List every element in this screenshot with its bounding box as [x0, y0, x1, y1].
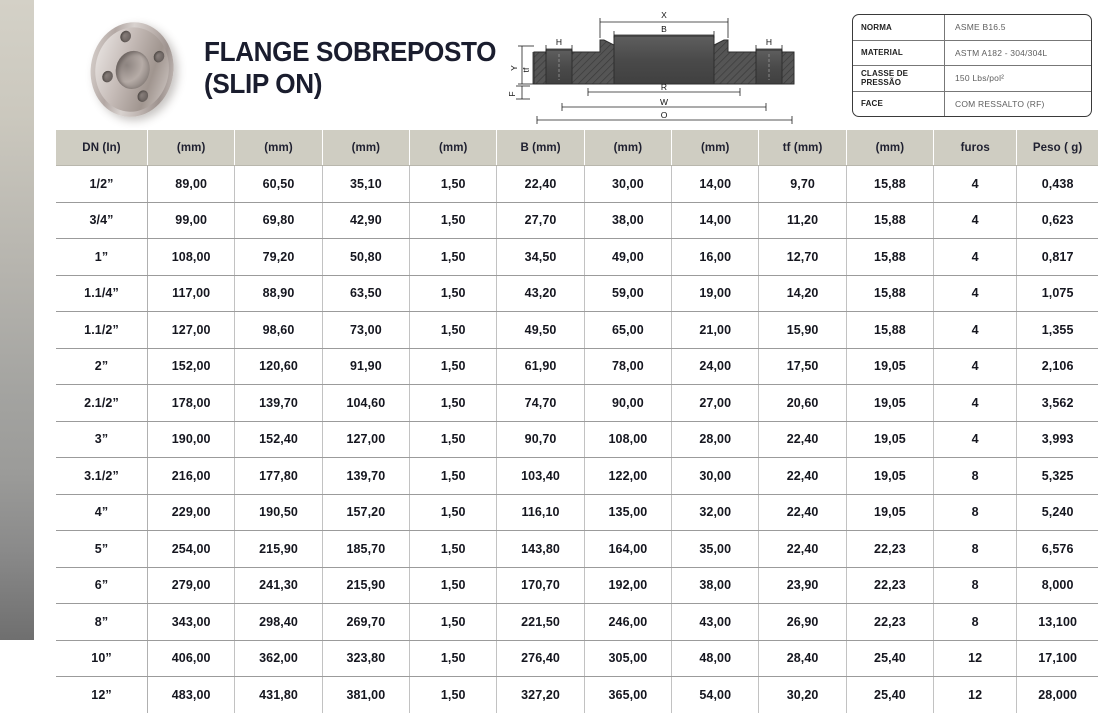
table-cell: 13,100	[1017, 604, 1098, 641]
table-cell: 152,00	[148, 348, 235, 385]
column-header-3: (mm)	[322, 130, 409, 166]
table-cell: 1,50	[410, 385, 497, 422]
table-cell: 1,50	[410, 567, 497, 604]
cell-dn: 6”	[56, 567, 148, 604]
table-cell: 59,00	[584, 275, 671, 312]
table-cell: 42,90	[322, 202, 409, 239]
dim-label-b: B	[661, 24, 667, 34]
table-cell: 178,00	[148, 385, 235, 422]
table-cell: 34,50	[497, 239, 584, 276]
column-header-0: DN (In)	[56, 130, 148, 166]
table-cell: 139,70	[235, 385, 322, 422]
table-cell: 1,50	[410, 421, 497, 458]
cell-dn: 2”	[56, 348, 148, 385]
table-cell: 25,40	[846, 640, 933, 677]
table-cell: 19,05	[846, 421, 933, 458]
table-cell: 12	[934, 640, 1017, 677]
table-cell: 79,20	[235, 239, 322, 276]
table-cell: 8	[934, 531, 1017, 568]
table-cell: 15,88	[846, 239, 933, 276]
table-cell: 215,90	[322, 567, 409, 604]
technical-drawing	[504, 2, 824, 126]
table-cell: 1,50	[410, 312, 497, 349]
table-cell: 241,30	[235, 567, 322, 604]
table-cell: 8	[934, 494, 1017, 531]
cell-dn: 3/4”	[56, 202, 148, 239]
spec-key: CLASSE DE PRESSÃO	[853, 66, 945, 91]
table-cell: 108,00	[148, 239, 235, 276]
table-cell: 22,40	[759, 531, 846, 568]
dim-label-f: F	[507, 91, 517, 97]
spec-row-material	[853, 41, 1091, 67]
table-cell: 28,000	[1038, 687, 1078, 702]
table-cell: 28,00	[672, 421, 759, 458]
table-cell: 30,00	[584, 166, 671, 203]
table-cell: 431,80	[235, 677, 322, 713]
table-cell: 73,00	[322, 312, 409, 349]
table-cell: 8,000	[1017, 567, 1098, 604]
dim-label-r: R	[660, 82, 668, 92]
table-cell: 4	[934, 385, 1017, 422]
column-header-7: (mm)	[672, 130, 759, 166]
table-cell: 14,00	[672, 202, 759, 239]
table-cell: 279,00	[148, 567, 235, 604]
table-cell: 192,00	[584, 567, 671, 604]
cell-dn: 1”	[56, 239, 148, 276]
cell-dn: 5”	[56, 531, 148, 568]
table-cell: 323,80	[322, 640, 409, 677]
spec-row-norma	[853, 15, 1091, 41]
table-cell: 122,00	[584, 458, 671, 495]
table-cell: 164,00	[584, 531, 671, 568]
cell-dn: 8”	[56, 604, 148, 641]
table-cell: 215,90	[235, 531, 322, 568]
table-cell: 120,60	[235, 348, 322, 385]
table-row	[56, 494, 1098, 531]
table-cell: 98,60	[235, 312, 322, 349]
table-cell: 22,40	[759, 421, 846, 458]
table-cell: 254,00	[148, 531, 235, 568]
table-cell: 3,993	[1017, 421, 1098, 458]
table-cell: 5,325	[1017, 458, 1098, 495]
spec-value: 150 Lbs/pol²	[955, 73, 1005, 84]
table-cell: 28,40	[759, 640, 846, 677]
flange-image-stage	[62, 0, 206, 140]
table-cell: 0,817	[1017, 239, 1098, 276]
table-cell: 24,00	[672, 348, 759, 385]
table-cell: 190,50	[235, 494, 322, 531]
table-cell: 1,50	[410, 604, 497, 641]
table-row	[56, 567, 1098, 604]
spec-value: COM RESSALTO (RF)	[955, 98, 1045, 109]
spec-value: ASTM A182 - 304/304L	[955, 47, 1048, 58]
table-cell: 8	[934, 604, 1017, 641]
table-cell: 17,100	[1017, 640, 1098, 677]
dim-label-w: W	[659, 97, 669, 107]
table-cell: 216,00	[148, 458, 235, 495]
table-row	[56, 640, 1098, 677]
table-cell: 343,00	[148, 604, 235, 641]
table-cell: 35,00	[672, 531, 759, 568]
table-cell: 170,70	[497, 567, 584, 604]
table-cell: 50,80	[322, 239, 409, 276]
table-cell: 43,20	[497, 275, 584, 312]
table-cell: 69,80	[235, 202, 322, 239]
table-cell: 1,50	[410, 677, 497, 713]
table-cell: 22,23	[846, 604, 933, 641]
table-cell: 1,50	[410, 348, 497, 385]
column-header-2: (mm)	[235, 130, 322, 166]
table-cell: 30,20	[759, 677, 846, 713]
table-cell: 406,00	[148, 640, 235, 677]
table-cell: 19,05	[846, 385, 933, 422]
table-cell: 127,00	[148, 312, 235, 349]
dim-label-o: O	[660, 110, 668, 120]
table-cell: 1,50	[410, 458, 497, 495]
table-cell: 22,40	[759, 494, 846, 531]
column-header-5: B (mm)	[497, 130, 584, 166]
table-cell: 90,00	[584, 385, 671, 422]
table-cell: 276,40	[497, 640, 584, 677]
table-cell: 26,90	[759, 604, 846, 641]
table-row	[56, 421, 1098, 458]
table-cell: 103,40	[497, 458, 584, 495]
table-cell: 6,576	[1017, 531, 1098, 568]
table-cell: 108,00	[584, 421, 671, 458]
table-cell: 104,60	[322, 385, 409, 422]
table-cell: 14,20	[759, 275, 846, 312]
table-cell: 1,50	[410, 239, 497, 276]
column-header-1: (mm)	[148, 130, 235, 166]
table-cell: 229,00	[148, 494, 235, 531]
table-cell: 63,50	[322, 275, 409, 312]
table-cell: 19,05	[846, 458, 933, 495]
cell-dn: 10”	[56, 640, 148, 677]
table-cell: 32,00	[672, 494, 759, 531]
table-cell: 15,88	[846, 202, 933, 239]
cell-dn: 3”	[56, 421, 148, 458]
table-row	[56, 239, 1098, 276]
table-cell: 4	[934, 202, 1017, 239]
dim-label-tf: tf	[521, 67, 531, 73]
dim-label-h-left: H	[555, 37, 563, 47]
table-row	[56, 385, 1098, 422]
table-cell: 305,00	[584, 640, 671, 677]
table-cell: 269,70	[322, 604, 409, 641]
table-cell: 74,70	[497, 385, 584, 422]
table-row	[56, 677, 1098, 713]
table-cell: 49,50	[497, 312, 584, 349]
table-cell: 20,60	[759, 385, 846, 422]
dimensions-table-wrapper	[56, 130, 1098, 713]
table-cell: 22,23	[846, 567, 933, 604]
table-cell: 190,00	[148, 421, 235, 458]
specification-table	[852, 14, 1092, 117]
table-cell: 152,40	[235, 421, 322, 458]
table-cell: 135,00	[584, 494, 671, 531]
table-cell: 0,623	[1017, 202, 1098, 239]
table-cell: 9,70	[759, 166, 846, 203]
table-cell: 5,240	[1017, 494, 1098, 531]
table-cell: 89,00	[148, 166, 235, 203]
cell-dn: 1.1/2”	[56, 312, 148, 349]
table-cell: 22,23	[846, 531, 933, 568]
spec-row-classe-de-pressao	[853, 66, 1091, 92]
table-cell: 19,05	[846, 494, 933, 531]
dim-label-y: Y	[509, 65, 519, 71]
table-cell: 49,00	[584, 239, 671, 276]
cell-dn: 12”	[56, 677, 148, 713]
table-cell: 27,70	[497, 202, 584, 239]
table-cell: 27,00	[672, 385, 759, 422]
table-cell: 19,00	[672, 275, 759, 312]
table-row	[56, 531, 1098, 568]
table-cell: 11,20	[759, 202, 846, 239]
table-cell: 246,00	[584, 604, 671, 641]
table-cell: 21,00	[672, 312, 759, 349]
dim-label-x: X	[661, 10, 667, 20]
table-cell: 17,50	[759, 348, 846, 385]
table-cell: 35,10	[322, 166, 409, 203]
cell-dn: 1/2”	[56, 166, 148, 203]
table-cell: 15,88	[846, 275, 933, 312]
table-cell: 14,00	[672, 166, 759, 203]
spec-key: MATERIAL	[853, 41, 945, 66]
table-cell: 4	[934, 166, 1017, 203]
drawing-geometry	[534, 36, 794, 84]
flange-product-image	[76, 13, 192, 125]
table-cell: 99,00	[148, 202, 235, 239]
table-cell: 1,50	[410, 275, 497, 312]
table-cell: 38,00	[584, 202, 671, 239]
table-cell: 48,00	[672, 640, 759, 677]
table-cell: 0,438	[1017, 166, 1098, 203]
cell-dn: 3.1/2”	[56, 458, 148, 495]
table-row	[56, 275, 1098, 312]
table-cell: 483,00	[148, 677, 235, 713]
table-cell: 139,70	[322, 458, 409, 495]
table-cell: 30,00	[672, 458, 759, 495]
table-cell: 1,50	[410, 202, 497, 239]
table-cell: 1,50	[410, 531, 497, 568]
table-cell: 38,00	[672, 567, 759, 604]
table-cell: 4	[934, 348, 1017, 385]
column-header-4: (mm)	[410, 130, 497, 166]
page-title	[204, 36, 504, 100]
table-cell: 362,00	[235, 640, 322, 677]
table-row	[56, 312, 1098, 349]
table-header-row	[56, 130, 1098, 166]
cell-dn: 4”	[56, 494, 148, 531]
table-cell: 22,40	[759, 458, 846, 495]
table-cell: 90,70	[497, 421, 584, 458]
table-row	[56, 166, 1098, 203]
table-row	[56, 202, 1098, 239]
table-cell: 60,50	[235, 166, 322, 203]
table-cell: 127,00	[322, 421, 409, 458]
table-cell: 22,40	[497, 166, 584, 203]
column-header-8: tf (mm)	[759, 130, 846, 166]
table-cell: 8	[934, 458, 1017, 495]
table-row	[56, 348, 1098, 385]
table-cell: 221,50	[497, 604, 584, 641]
table-cell: 12	[934, 677, 1017, 713]
table-cell: 177,80	[235, 458, 322, 495]
table-cell: 157,20	[322, 494, 409, 531]
table-cell: 15,90	[759, 312, 846, 349]
table-cell: 15,88	[846, 166, 933, 203]
cell-dn: 2.1/2”	[56, 385, 148, 422]
table-cell: 1,50	[410, 166, 497, 203]
product-header	[34, 0, 1120, 128]
table-body	[56, 166, 1098, 713]
table-cell: 365,00	[584, 677, 671, 713]
column-header-9: (mm)	[846, 130, 933, 166]
product-title-line-2: (SLIP ON)	[204, 67, 323, 99]
table-cell: 116,10	[497, 494, 584, 531]
left-edge-strip	[0, 0, 34, 640]
table-cell: 1,50	[410, 640, 497, 677]
spec-value: ASME B16.5	[955, 22, 1006, 33]
spec-key: FACE	[853, 92, 945, 117]
table-cell: 327,20	[497, 677, 584, 713]
table-cell: 2,106	[1017, 348, 1098, 385]
table-cell: 4	[934, 312, 1017, 349]
table-cell: 185,70	[322, 531, 409, 568]
column-header-6: (mm)	[584, 130, 671, 166]
column-header-10: furos	[934, 130, 1017, 166]
table-cell: 4	[934, 239, 1017, 276]
table-cell: 25,40	[846, 677, 933, 713]
table-cell: 78,00	[584, 348, 671, 385]
table-cell: 143,80	[497, 531, 584, 568]
table-cell: 4	[934, 421, 1017, 458]
table-cell: 1,50	[410, 494, 497, 531]
table-cell: 8	[934, 567, 1017, 604]
table-cell: 23,90	[759, 567, 846, 604]
table-cell: 19,05	[846, 348, 933, 385]
table-row	[56, 458, 1098, 495]
product-title-line-1: FLANGE SOBREPOSTO	[204, 36, 497, 67]
table-cell: 381,00	[322, 677, 409, 713]
table-cell: 1,075	[1017, 275, 1098, 312]
table-cell: 117,00	[148, 275, 235, 312]
table-cell: 43,00	[672, 604, 759, 641]
table-cell: 54,00	[672, 677, 759, 713]
table-cell: 298,40	[235, 604, 322, 641]
table-cell: 61,90	[497, 348, 584, 385]
spec-row-face	[853, 92, 1091, 117]
table-cell: 91,90	[322, 348, 409, 385]
dimensions-table	[56, 130, 1098, 713]
table-cell: 1,355	[1017, 312, 1098, 349]
table-cell: 16,00	[672, 239, 759, 276]
table-cell: 88,90	[235, 275, 322, 312]
cell-dn: 1.1/4”	[56, 275, 148, 312]
column-header-11: Peso ( g)	[1017, 130, 1098, 166]
table-row	[56, 604, 1098, 641]
table-cell: 15,88	[846, 312, 933, 349]
dim-label-h-right: H	[765, 37, 773, 47]
table-cell: 65,00	[584, 312, 671, 349]
table-cell: 4	[934, 275, 1017, 312]
table-cell: 3,562	[1017, 385, 1098, 422]
table-cell: 12,70	[759, 239, 846, 276]
spec-key: NORMA	[853, 15, 945, 40]
